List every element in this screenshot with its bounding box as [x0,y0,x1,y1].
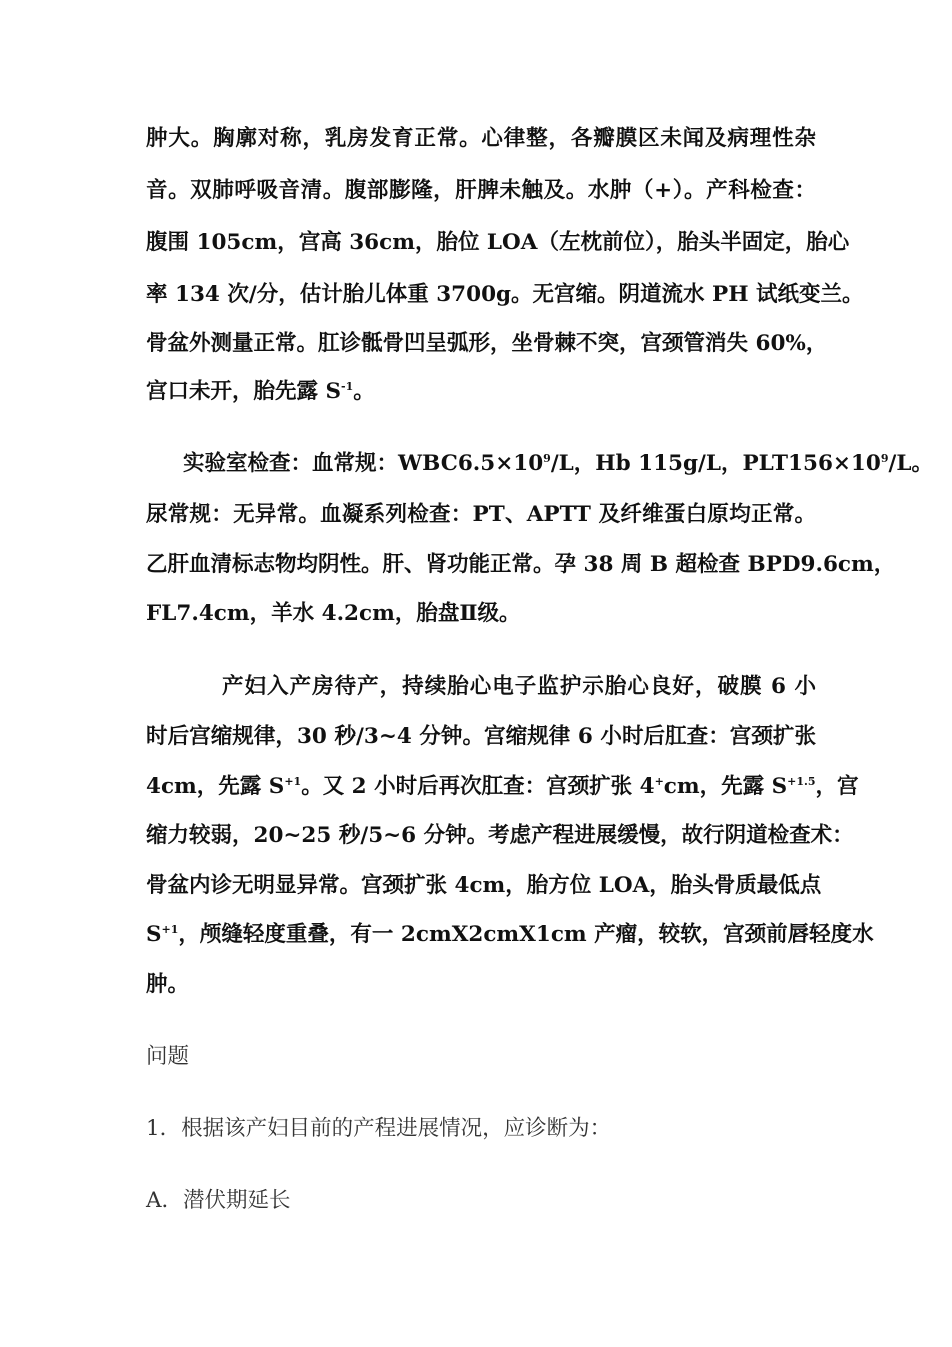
para3-line3-text-a: 4cm，先露 S [146,774,285,799]
para1-line6 [146,381,816,403]
question-1-option-a: A．潜伏期延长 [146,1188,291,1213]
para1-line6-text-b: 。 [353,379,375,404]
para3-line1: 产妇入产房待产，持续胎心电子监护示胎心良好，破膜 6 小 [222,674,816,699]
para3-line6-superscript: +1 [161,922,179,936]
para2-line1 [183,451,933,476]
para2-line4: FL7.4cm，羊水 4.2cm，胎盘Ⅱ级。 [146,601,521,626]
para3-line2: 时后宫缩规律，30 秒/3~4 分钟。宫缩规律 6 小时后肛查：宫颈扩张 [146,724,816,749]
question-1: 1．根据该产妇目前的产程进展情况，应诊断为： [146,1116,612,1141]
para2-line1-text-a: 实验室检查：血常规：WBC6.5×10 [183,451,544,476]
para2-line1-text-c: /L。 [888,451,933,476]
para2-line3: 乙肝血清标志物均阴性。肝、肾功能正常。孕 38 周 B 超检查 BPD9.6cm， [146,552,896,577]
para1-line3: 腹围 105cm，宫高 36cm，胎位 LOA（左枕前位），胎头半固定，胎心 [146,230,850,255]
para1-line6-text-a: 宫口未开，胎先露 S [146,379,342,404]
para3-line3-superscript-2: + [654,774,664,788]
para1-line1: 肿大。胸廓对称，乳房发育正常。心律整，各瓣膜区未闻及病理性杂 [146,126,816,151]
para1-line2: 音。双肺呼吸音清。腹部膨隆，肝脾未触及。水肿（+）。产科检查： [146,178,816,203]
para1-line4: 率 134 次/分，估计胎儿体重 3700g。无宫缩。阴道流水 PH 试纸变兰。 [146,282,864,307]
para1-line6-superscript: -1 [341,379,354,393]
questions-heading: 问题 [146,1044,190,1069]
para3-line6-text-a: S [146,922,162,947]
para3-line3 [146,774,859,799]
para2-line1-superscript-2: 9 [880,451,889,465]
para2-line1-superscript-1: 9 [543,451,551,465]
para3-line7: 肿。 [146,972,190,997]
para3-line3-superscript-3: +1.5 [787,774,816,788]
para2-line1-text-b: /L，Hb 115g/L，PLT156×10 [550,451,881,476]
para3-line5: 骨盆内诊无明显异常。宫颈扩张 4cm，胎方位 LOA，胎头骨质最低点 [146,873,822,898]
para1-line5: 骨盆外测量正常。肛诊骶骨凹呈弧形，坐骨棘不突，宫颈管消失 60%， [146,331,828,356]
para3-line6 [146,922,874,947]
para3-line3-text-d: ，宫 [815,774,859,799]
para3-line3-superscript-1: +1 [284,774,302,788]
para2-line2: 尿常规：无异常。血凝系列检查：PT、APTT 及纤维蛋白原均正常。 [146,502,816,527]
para3-line3-text-b: 。又 2 小时后再次肛查：宫颈扩张 4 [301,774,655,799]
para3-line4: 缩力较弱，20~25 秒/5~6 分钟。考虑产程进展缓慢，故行阴道检查术： [146,823,854,848]
para3-line6-text-b: ，颅缝轻度重叠，有一 2cmX2cmX1cm 产瘤，较软，宫颈前唇轻度水 [178,922,874,947]
para3-line3-text-c: cm，先露 S [663,774,788,799]
